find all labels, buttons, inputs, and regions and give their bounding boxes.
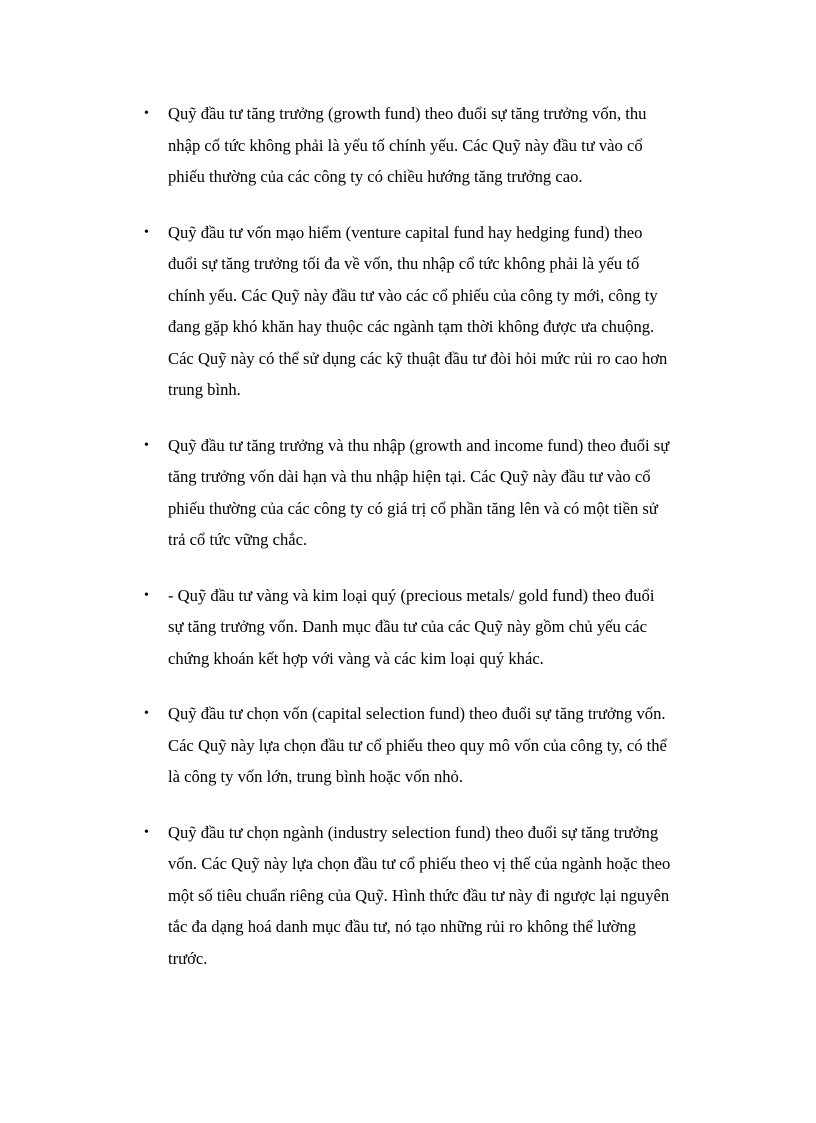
bullet-icon: • bbox=[144, 706, 149, 721]
text-line: đuổi sự tăng trưởng tối đa về vốn, thu nhập cổ tức không phải là yếu tố bbox=[168, 254, 640, 273]
text-line: trung bình. bbox=[168, 380, 241, 399]
text-line: phiếu thường của các công ty có giá trị cổ phần tăng lên và có một tiền sử bbox=[168, 498, 658, 518]
bullet-icon: • bbox=[144, 587, 149, 603]
list-item bbox=[140, 580, 700, 675]
list-item-text bbox=[168, 98, 700, 193]
fund-types-bullet-list bbox=[140, 98, 700, 998]
list-item bbox=[140, 698, 700, 793]
text-line: trả cổ tức vững chắc. bbox=[168, 530, 308, 549]
list-item bbox=[140, 817, 700, 975]
text-line: chính yếu. Các Quỹ này đầu tư vào các cổ phiếu của công ty mới, công ty bbox=[168, 285, 658, 305]
text-line: phiếu thường của các công ty có chiều hướng tăng trưởng cao. bbox=[168, 167, 583, 186]
list-item-text bbox=[168, 580, 700, 675]
text-line: - Quỹ đầu tư vàng và kim loại quý (precious metals/ gold fund) theo đuổi bbox=[168, 585, 655, 605]
text-line: Quỹ đầu tư chọn vốn (capital selection fund) theo đuổi sự tăng trưởng vốn. bbox=[168, 704, 666, 723]
text-line: vốn. Các Quỹ này lựa chọn đầu tư cổ phiếu theo vị thế của ngành hoặc theo bbox=[168, 854, 671, 873]
list-item bbox=[140, 430, 700, 556]
text-line: là công ty vốn lớn, trung bình hoặc vốn nhỏ. bbox=[168, 767, 463, 786]
list-item-text bbox=[168, 817, 700, 975]
bullet-icon: • bbox=[144, 824, 149, 840]
list-item bbox=[140, 217, 700, 406]
list-item bbox=[140, 98, 700, 193]
text-line: một số tiêu chuẩn riêng của Quỹ. Hình thức đầu tư này đi ngược lại nguyên bbox=[168, 885, 670, 905]
text-line: tắc đa dạng hoá danh mục đầu tư, nó tạo những rủi ro không thể lường bbox=[168, 917, 637, 936]
text-line: Quỹ đầu tư vốn mạo hiểm (venture capital fund hay hedging fund) theo bbox=[168, 222, 643, 242]
bullet-icon: • bbox=[144, 437, 149, 453]
text-line: chứng khoán kết hợp với vàng và các kim loại quý khác. bbox=[168, 648, 544, 668]
text-line: đang gặp khó khăn hay thuộc các ngành tạm thời không được ưa chuộng. bbox=[168, 317, 655, 336]
text-line: sự tăng trưởng vốn. Danh mục đầu tư của các Quỹ này gồm chủ yếu các bbox=[168, 617, 648, 636]
text-line: tăng trưởng vốn dài hạn và thu nhập hiện tại. Các Quỹ này đầu tư vào cổ bbox=[168, 467, 651, 486]
text-line: Các Quỹ này có thể sử dụng các kỹ thuật đầu tư đòi hỏi mức rủi ro cao hơn bbox=[168, 348, 668, 368]
text-line: Quỹ đầu tư tăng trưởng và thu nhập (growth and income fund) theo đuổi sự bbox=[168, 435, 670, 455]
list-item-text bbox=[168, 430, 700, 556]
text-line: Các Quỹ này lựa chọn đầu tư cổ phiếu theo quy mô vốn của công ty, có thể bbox=[168, 735, 667, 755]
text-line: trước. bbox=[168, 948, 208, 968]
text-line: nhập cổ tức không phải là yếu tố chính yếu. Các Quỹ này đầu tư vào cổ bbox=[168, 135, 643, 155]
bullet-icon: • bbox=[144, 106, 149, 121]
text-line: Quỹ đầu tư tăng trưởng (growth fund) theo đuổi sự tăng trưởng vốn, thu bbox=[168, 104, 647, 123]
list-item-text bbox=[168, 698, 700, 793]
list-item-text bbox=[168, 217, 700, 406]
text-line: Quỹ đầu tư chọn ngành (industry selection fund) theo đuổi sự tăng trưởng bbox=[168, 822, 659, 842]
bullet-icon: • bbox=[144, 224, 149, 240]
